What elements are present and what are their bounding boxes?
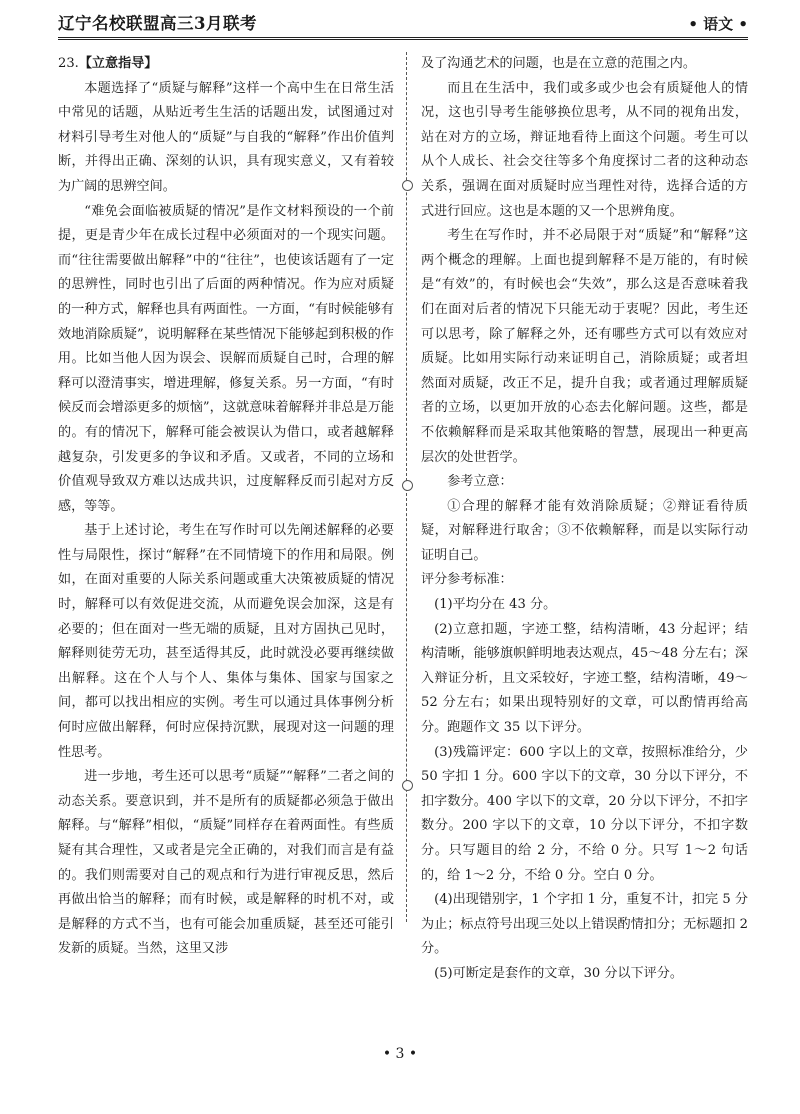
binding-hole-1 [402,180,413,191]
left-paragraph-4: 进一步地，考生还可以思考“质疑”“解释”二者之间的动态关系。要意识到，并不是所有的质疑都必须急于做出解释。与“解释”相似，“质疑”同样存在着两面性。有些质疑有其合理性，又或者是完全正确的，对我们而言是有益的。我们则需要对自己的观点和行为进行审视反思，然后再做出恰当的解释；而有时候，或是解释的时机不对，或是解释的方式不当，也有可能会加重质疑，甚至还可能引发新的质疑。当然，这里又涉 [58,769,394,957]
page-header [58,8,748,40]
left-paragraph-1: 本题选择了“质疑与解释”这样一个高中生在日常生活中常见的话题，从贴近考生生活的话题出发，试图通过对材料引导考生对他人的“质疑”与自我的“解释”作出价值判断，并得出正确、深刻的认识，具有现实意义，又有着较为广阔的思辨空间。 [58,80,394,194]
right-column [421,52,748,987]
right-paragraph-3: 考生在写作时，并不必局限于对“质疑”和“解释”这两个概念的理解。上面也提到解释不是万能的，有时候是“有效”的，有时候也会“失效”，那么这是否意味着我们在面对后者的情况下只能无动于衷呢？因此，考生还可以思考，除了解释之外，还有哪些方式可以有效应对质疑。比如用实际行动来证明自己，消除质疑；或者坦然面对质疑，改正不足，提升自我；或者通过理解质疑者的立场，以更加开放的心态去化解问题。这些，都是不依赖解释而是采取其他策略的智慧，展现出一种更高层次的处世哲学。 [421,228,748,465]
criteria-1: (1)平均分在 43 分。 [434,597,557,613]
section-number: 23. [58,56,79,71]
left-paragraph-2: “难免会面临被质疑的情况”是作文材料预设的一个前提，更是青少年在成长过程中必须面对的一个现实问题。而“往往需要做出解释”中的“往往”，也使该话题有了一定的思辨性，同时也引出了后面的两种情况。作为应对质疑的一种方式，解释也具有两面性。一方面，“有时候能够有效地消除质疑”，说明解释在某些情况下能够起到积极的作用。比如当他人因为误会、误解而质疑自己时，合理的解释可以澄清事实，增进理解，修复关系。另一方面，“有时候反而会增添更多的烦恼”，这就意味着解释并非总是万能的。有的情况下，解释可能会被误认为借口，或者越解释越复杂，引发更多的争议和矛盾。又或者，不同的立场和价值观导致双方难以达成共识，过度解释反而引起对方反感，等等。 [58,203,394,514]
right-paragraph-2: 而且在生活中，我们或多或少也会有质疑他人的情况，这也引导考生能够换位思考，从不同的视角出发，站在对方的立场，辩证地看待上面这个问题。考生可以从个人成长、社会交往等多个角度探讨二者的这种动态关系，强调在面对质疑时应当理性对待，选择合适的方式进行回应。这也是本题的又一个思辨角度。 [421,80,748,219]
criteria-2: (2)立意扣题，字迹工整，结构清晰，43 分起评；结构清晰，能够旗帜鲜明地表达观点，45～48 分左右；深入辩证分析，且文采较好，字迹工整，结构清晰，49～52 分左右；如果出现特别好的文章，可以酌情再给高分。跑题作文 35 以下评分。 [421,621,748,736]
left-paragraph-3: 基于上述讨论，考生在写作时可以先阐述解释的必要性与局限性，探讨“解释”在不同情境下的作用和局限。例如，在面对重要的人际关系问题或重大决策被质疑的情况时，解释可以有效促进交流，从而避免误会加深，这是有必要的；但在面对一些无端的质疑，且对方固执己见时，解释则徒劳无功，甚至适得其反，此时就没必要再继续做出解释。这在个人与个人、集体与集体、国家与国家之间，都可以找出相应的实例。考生可以通过具体事例分析何时应做出解释，何时应保持沉默，展现对这一问题的理性思考。 [58,523,394,760]
subject-label: • 语文 • [688,15,748,33]
criteria-5: (5)可断定是套作的文章，30 分以下评分。 [434,965,683,981]
reference-label: 参考立意： [447,474,513,490]
criteria-4: (4)出现错别字，1 个字扣 1 分，重复不计，扣完 5 分为止；标点符号出现三处以上错误酌情扣分；无标题扣 2 分。 [421,892,748,957]
section-heading [58,52,394,77]
section-title: 【立意指导】 [78,56,158,71]
page-number: • 3 • [382,1046,418,1062]
right-paragraph-1: 及了沟通艺术的问题，也是在立意的范围之内。 [421,56,696,71]
binding-hole-2 [402,480,413,491]
exam-title: 辽宁名校联盟高三3月联考 [58,14,257,33]
criteria-3: (3)残篇评定：600 字以上的文章，按照标准给分，少 50 字扣 1 分。600 字以下的文章，30 分以下评分，不扣字数分。400 字以下的文章，20 分以下评分，不扣字数分。200 字以下的文章，10 分以下评分，不扣字数分。只写题目的给 2 分，不给 0 分。只写 1～2 句话的，给 1～2 分，不给 0 分。空白 0 分。 [421,744,748,883]
criteria-label: 评分参考标准： [421,572,513,588]
reference-text: ①合理的解释才能有效消除质疑；②辩证看待质疑，对解释进行取舍；③不依赖解释，而是以实际行动证明自己。 [421,498,748,563]
binding-hole-3 [402,780,413,791]
left-column [58,52,394,962]
